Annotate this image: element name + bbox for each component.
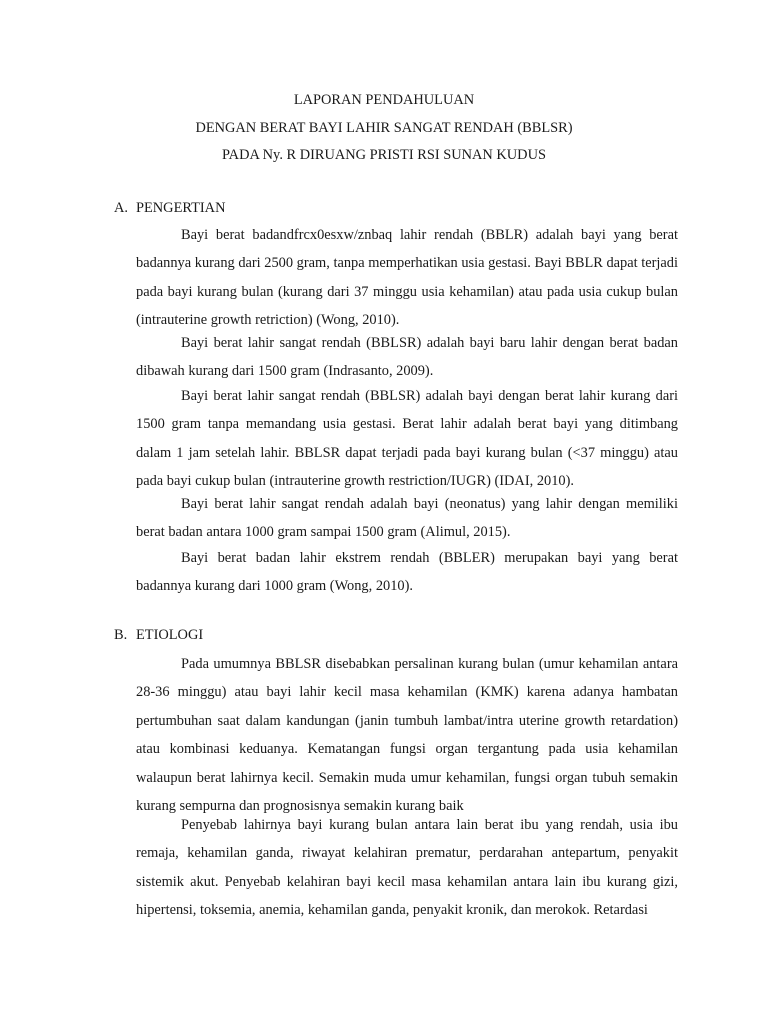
- paragraph: Bayi berat lahir sangat rendah (BBLSR) adalah bayi dengan berat lahir kurang dari 1500 gram tanpa memandang usia gestasi. Berat lahir adalah berat bayi yang ditimbang dalam 1 jam setelah lahir. BBLSR dapat terjadi pada bayi kurang bulan (<37 minggu) atau pada bayi cukup bulan (intrauterine growth restriction/IUGR) (IDAI, 2010).: [136, 388, 678, 490]
- section-heading-b: [114, 627, 203, 644]
- section-letter: A.: [114, 200, 128, 216]
- section-letter: B.: [114, 627, 128, 643]
- paragraph: Bayi berat badandfrcx0esxw/znbaq lahir rendah (BBLR) adalah bayi yang berat badannya kurang dari 2500 gram, tanpa memperhatikan usia gestasi. Bayi BBLR dapat terjadi pada bayi kurang bulan (kurang dari 37 minggu usia kehamilan) atau pada usia cukup bulan (intrauterine growth retriction) (Wong, 2010).: [136, 227, 678, 329]
- paragraph: Penyebab lahirnya bayi kurang bulan antara lain berat ibu yang rendah, usia ibu remaja, kehamilan ganda, riwayat kelahiran prematur, perdarahan antepartum, penyakit sistemik akut. Penyebab kelahiran bayi kecil masa kehamilan antara lain ibu kurang gizi, hipertensi, toksemia, anemia, kehamilan ganda, penyakit kronik, dan merokok. Retardasi: [136, 817, 678, 919]
- document-title-line-3: PADA Ny. R DIRUANG PRISTI RSI SUNAN KUDUS: [222, 147, 546, 163]
- paragraph: Bayi berat lahir sangat rendah adalah bayi (neonatus) yang lahir dengan memiliki berat badan antara 1000 gram sampai 1500 gram (Alimul, 2015).: [136, 496, 678, 541]
- section-heading-a: [114, 200, 225, 217]
- paragraph: Pada umumnya BBLSR disebabkan persalinan kurang bulan (umur kehamilan antara 28-36 minggu) atau bayi lahir kecil masa kehamilan (KMK) karena adanya hambatan pertumbuhan saat dalam kandungan (janin tumbuh lambat/intra uterine growth retardation) atau kombinasi keduanya. Kematangan fungsi organ tergantung pada usia kehamilan walaupun berat lahirnya kecil. Semakin muda umur kehamilan, fungsi organ tubuh semakin kurang sempurna dan prognosisnya semakin kurang baik: [136, 656, 678, 815]
- paragraph: Bayi berat lahir sangat rendah (BBLSR) adalah bayi baru lahir dengan berat badan dibawah kurang dari 1500 gram (Indrasanto, 2009).: [136, 335, 678, 380]
- paragraph: Bayi berat badan lahir ekstrem rendah (BBLER) merupakan bayi yang berat badannya kurang dari 1000 gram (Wong, 2010).: [136, 550, 678, 595]
- document-title-line-2: DENGAN BERAT BAYI LAHIR SANGAT RENDAH (BBLSR): [195, 120, 573, 136]
- section-title: ETIOLOGI: [136, 627, 204, 643]
- section-title: PENGERTIAN: [136, 200, 226, 216]
- document-title-line-1: LAPORAN PENDAHULUAN: [293, 92, 475, 108]
